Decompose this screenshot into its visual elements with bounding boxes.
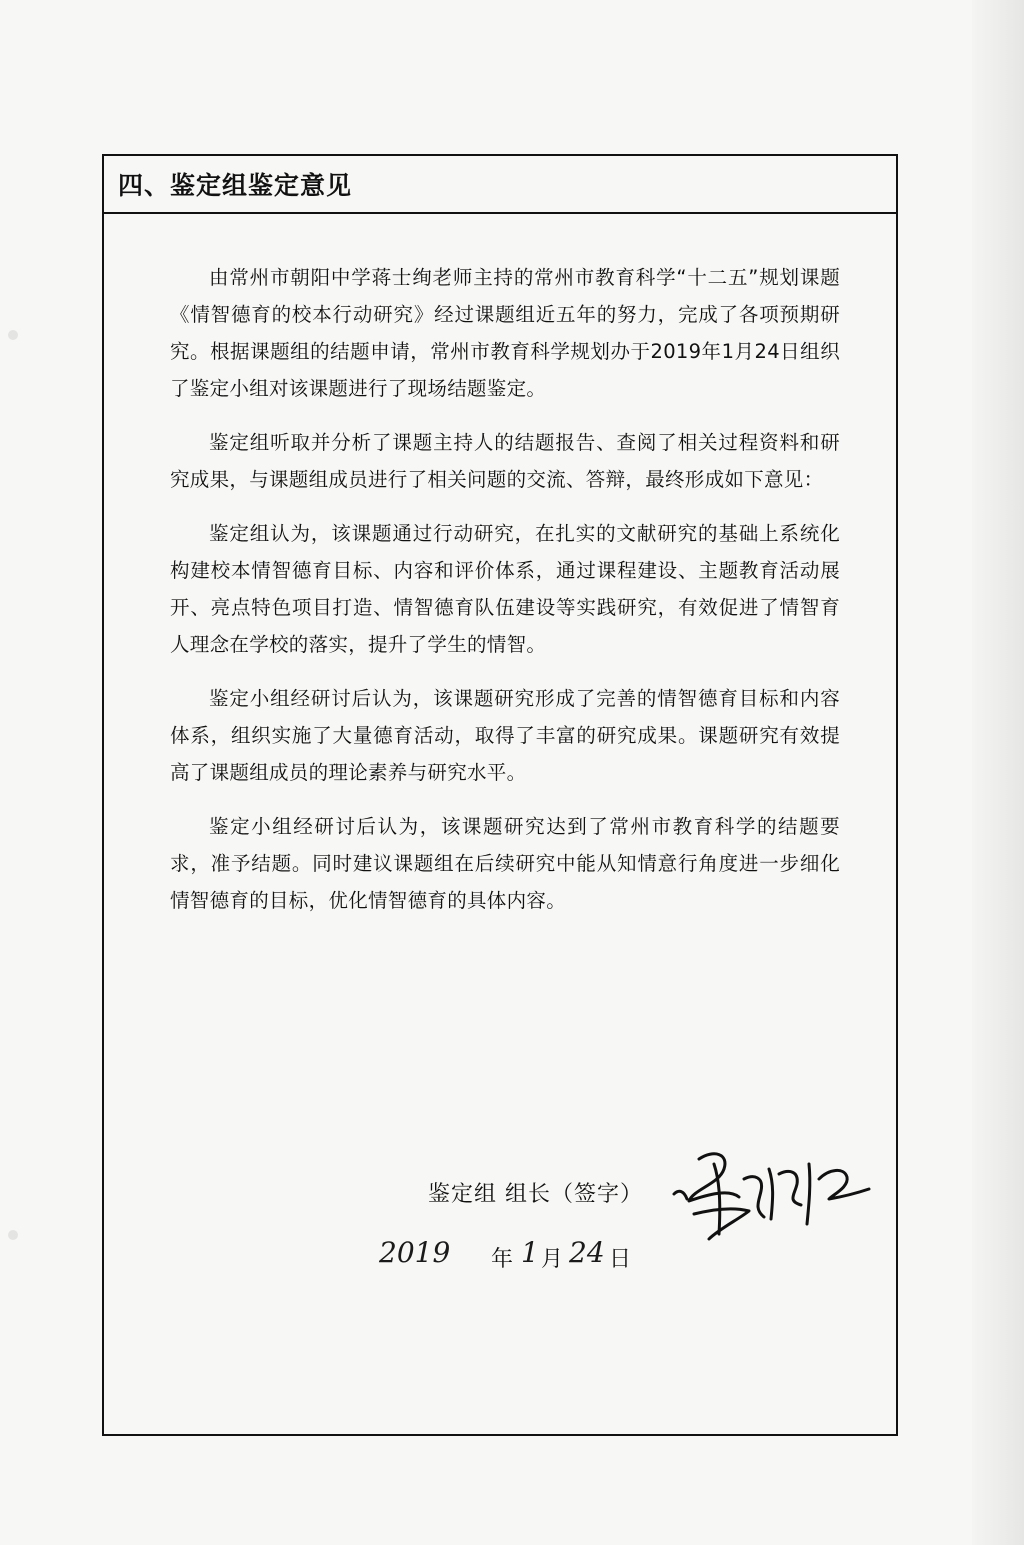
date-year-handwritten: 2019: [379, 1236, 451, 1269]
punch-hole: [8, 330, 18, 340]
paragraph-opinion-1: 鉴定组认为，该课题通过行动研究，在扎实的文献研究的基础上系统化构建校本情智德育目标、内容和评价体系，通过课程建设、主题教育活动展开、亮点特色项目打造、情智德育队伍建设等实践研究，有效促进了情智育人理念在学校的落实，提升了学生的情智。: [170, 522, 840, 656]
date-month-label: 月: [541, 1247, 564, 1272]
date-month-handwritten: 1: [521, 1236, 539, 1269]
section-title: 四、鉴定组鉴定意见: [118, 171, 353, 200]
date-day-handwritten: 24: [569, 1236, 605, 1269]
appraisal-form-box: [102, 154, 898, 1436]
handwritten-signature: [669, 1139, 879, 1249]
signature-date: [379, 1232, 659, 1282]
signature-label: 鉴定组 组长（签字）: [428, 1182, 643, 1207]
paragraph-intro: 由常州市朝阳中学蒋士绚老师主持的常州市教育科学“十二五”规划课题《情智德育的校本行动研究》经过课题组近五年的努力，完成了各项预期研究。根据课题组的结题申请，常州市教育科学规划办于2019年1月24日组织了鉴定小组对该课题进行了现场结题鉴定。: [170, 266, 840, 400]
date-year-label: 年: [491, 1247, 514, 1272]
punch-hole: [8, 1230, 18, 1240]
paragraph-process: 鉴定组听取并分析了课题主持人的结题报告、查阅了相关过程资料和研究成果，与课题组成员进行了相关问题的交流、答辩，最终形成如下意见：: [170, 431, 840, 491]
scan-edge: [972, 0, 1024, 1545]
paragraph-opinion-2: 鉴定小组经研讨后认为，该课题研究形成了完善的情智德育目标和内容体系，组织实施了大量德育活动，取得了丰富的研究成果。课题研究有效提高了课题组成员的理论素养与研究水平。: [170, 687, 840, 784]
appraisal-opinion-body: [170, 259, 840, 936]
paragraph-conclusion: 鉴定小组经研讨后认为，该课题研究达到了常州市教育科学的结题要求，准予结题。同时建议课题组在后续研究中能从知情意行角度进一步细化情智德育的目标，优化情智德育的具体内容。: [170, 815, 840, 912]
section-header: [104, 156, 896, 214]
date-day-label: 日: [609, 1247, 632, 1272]
